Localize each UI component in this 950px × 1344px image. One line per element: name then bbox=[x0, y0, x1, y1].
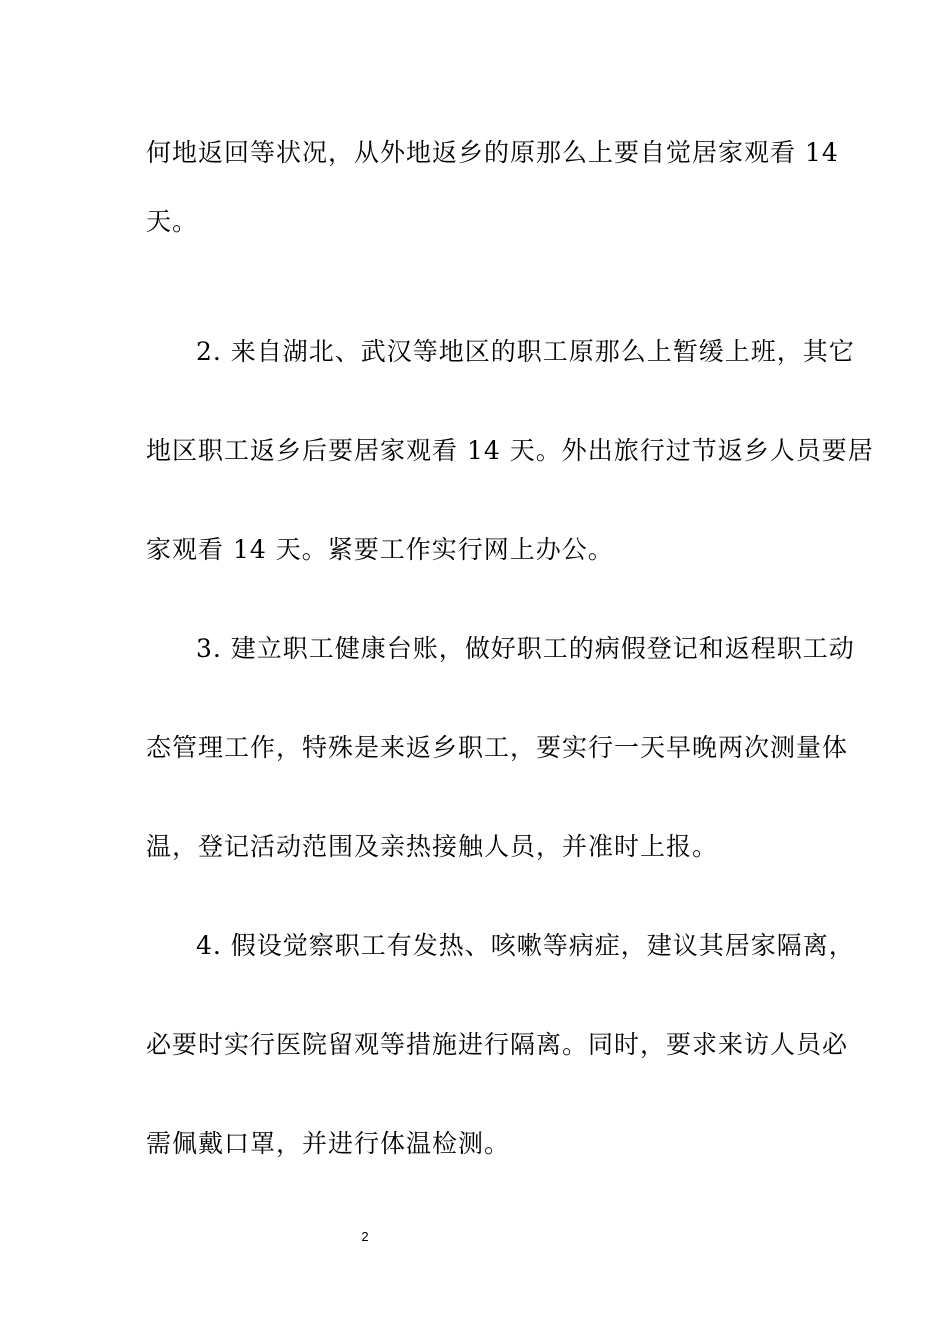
paragraph-2-line-2: 地区职工返乡后要居家观看 14 天。外出旅行过节返乡人员要居 bbox=[146, 436, 874, 465]
paragraph-3-line-2: 态管理工作，特殊是来返乡职工，要实行一天早晚两次测量体 bbox=[146, 733, 849, 762]
paragraph-2-line-3: 家观看 14 天。紧要工作实行网上办公。 bbox=[146, 535, 614, 564]
paragraph-3-line-1: 3. 建立职工健康台账，做好职工的病假登记和返程职工动 bbox=[196, 634, 855, 663]
paragraph-4-line-2: 必要时实行医院留观等措施进行隔离。同时，要求来访人员必 bbox=[146, 1030, 849, 1059]
page-number: 2 bbox=[361, 1229, 369, 1244]
paragraph-4-line-3: 需佩戴口罩，并进行体温检测。 bbox=[146, 1129, 511, 1158]
text-line-2: 天。 bbox=[146, 207, 199, 236]
paragraph-3-line-3: 温，登记活动范围及亲热接触人员，并准时上报。 bbox=[146, 832, 719, 861]
paragraph-2-line-1: 2. 来自湖北、武汉等地区的职工原那么上暂缓上班，其它 bbox=[196, 337, 855, 366]
text-line-1: 何地返回等状况，从外地返乡的原那么上要自觉居家观看 14 bbox=[146, 138, 839, 167]
paragraph-4-line-1: 4. 假设觉察职工有发热、咳嗽等病症，建议其居家隔离， bbox=[196, 931, 855, 960]
